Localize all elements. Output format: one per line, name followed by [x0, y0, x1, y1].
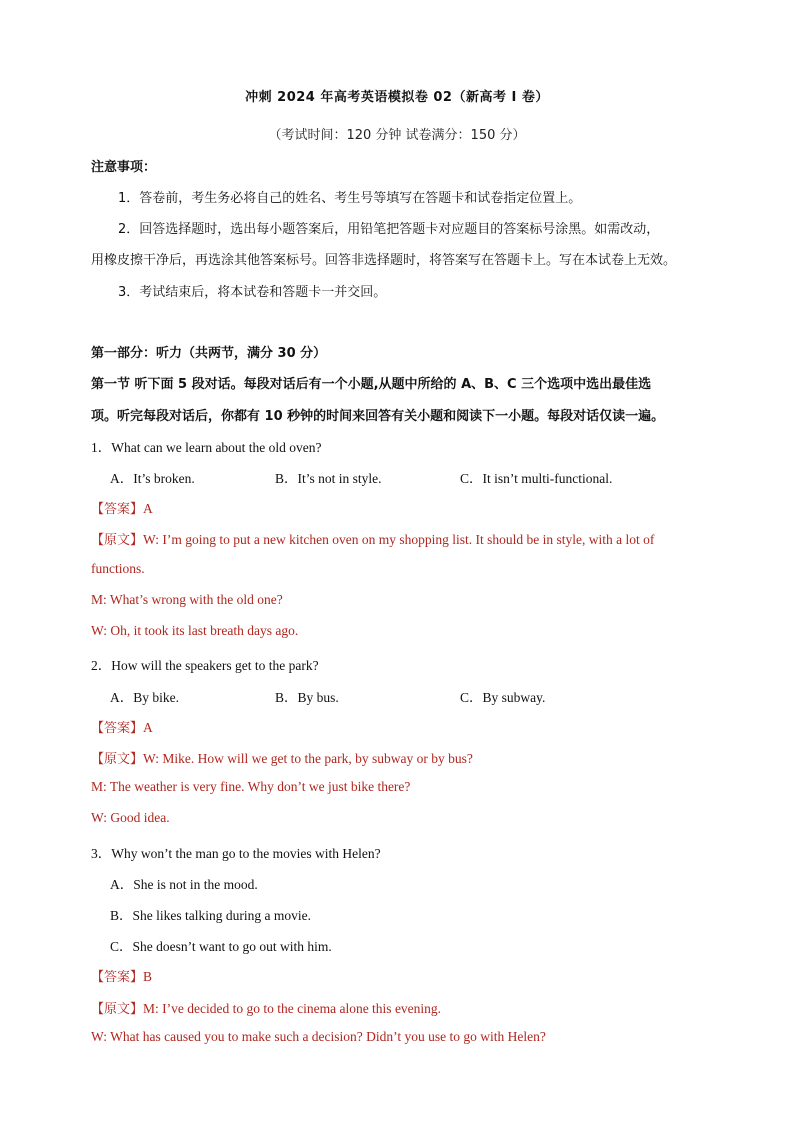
notes-heading: 注意事项：	[91, 160, 157, 175]
answer-tag: 【答案】	[91, 721, 144, 736]
script-tag: 【原文】	[91, 1002, 144, 1017]
exam-info: （考试时间：120 分钟 试卷满分：150 分）	[268, 128, 526, 143]
notes-item-2b: 用橡皮擦干净后，再选涂其他答案标号。回答非选择题时，将答案写在答题卡上。写在本试卷上无效。	[91, 253, 677, 268]
script-text: M: I’ve decided to go to the cinema alone this evening.	[143, 1001, 442, 1016]
question-3: 3．Why won’t the man go to the movies with Helen?	[91, 846, 381, 861]
q3-option-c: C．She doesn’t want to go out with him.	[110, 939, 332, 954]
q3-script-line-1	[91, 998, 441, 1017]
q1-script-line-1	[91, 529, 703, 548]
answer-value: A	[143, 501, 153, 516]
script-tag: 【原文】	[91, 752, 144, 767]
question-1: 1．What can we learn about the old oven?	[91, 440, 322, 455]
answer-tag: 【答案】	[91, 970, 144, 985]
section1-instructions-a: 第一节 听下面 5 段对话。每段对话后有一个小题,从题中所给的 A、B、C 三个选项中选出最佳选	[91, 377, 652, 392]
question-2: 2．How will the speakers get to the park?	[91, 658, 319, 673]
notes-item-3: 3．考试结束后，将本试卷和答题卡一并交回。	[118, 285, 387, 300]
q1-option-a: A．It’s broken.	[110, 471, 195, 486]
q2-script-line-2: M: The weather is very fine. Why don’t we just bike there?	[91, 779, 411, 794]
notes-item-1: 1．答卷前，考生务必将自己的姓名、考生号等填写在答题卡和试卷指定位置上。	[118, 191, 582, 206]
q3-script-line-2: W: What has caused you to make such a decision? Didn’t you use to go with Helen?	[91, 1029, 546, 1044]
q1-script-line-1b: functions.	[91, 561, 145, 576]
q1-script-line-2: M: What’s wrong with the old one?	[91, 592, 283, 607]
notes-item-2a: 2．回答选择题时，选出每小题答案后，用铅笔把答题卡对应题目的答案标号涂黑。如需改动，	[118, 222, 660, 237]
q2-answer	[91, 717, 153, 736]
q1-option-b: B．It’s not in style.	[275, 471, 382, 486]
section1-instructions-b: 项。听完每段对话后，你都有 10 秒钟的时间来回答有关小题和阅读下一小题。每段对话仅读一遍。	[91, 409, 665, 424]
answer-value: A	[143, 720, 153, 735]
q1-answer	[91, 498, 153, 517]
script-tag: 【原文】	[91, 533, 144, 548]
answer-value: B	[143, 969, 153, 984]
q3-answer	[91, 966, 152, 985]
q2-option-b: B．By bus.	[275, 690, 339, 705]
q2-script-line-3: W: Good idea.	[91, 810, 170, 825]
q3-option-b: B．She likes talking during a movie.	[110, 908, 311, 923]
part1-heading: 第一部分：听力（共两节，满分 30 分）	[91, 346, 327, 361]
q1-option-c: C．It isn’t multi-functional.	[460, 471, 613, 486]
page-title: 冲刺 2024 年高考英语模拟卷 02（新高考 I 卷）	[245, 90, 549, 105]
q1-script-line-3: W: Oh, it took its last breath days ago.	[91, 623, 299, 638]
q3-option-a: A．She is not in the mood.	[110, 877, 258, 892]
script-text: W: Mike. How will we get to the park, by subway or by bus?	[143, 751, 473, 766]
q2-script-line-1	[91, 748, 473, 767]
script-text: W: I’m going to put a new kitchen oven on my shopping list. It should be in style, with a lot of	[143, 532, 655, 547]
q2-option-a: A．By bike.	[110, 690, 179, 705]
q2-option-c: C．By subway.	[460, 690, 546, 705]
answer-tag: 【答案】	[91, 502, 144, 517]
